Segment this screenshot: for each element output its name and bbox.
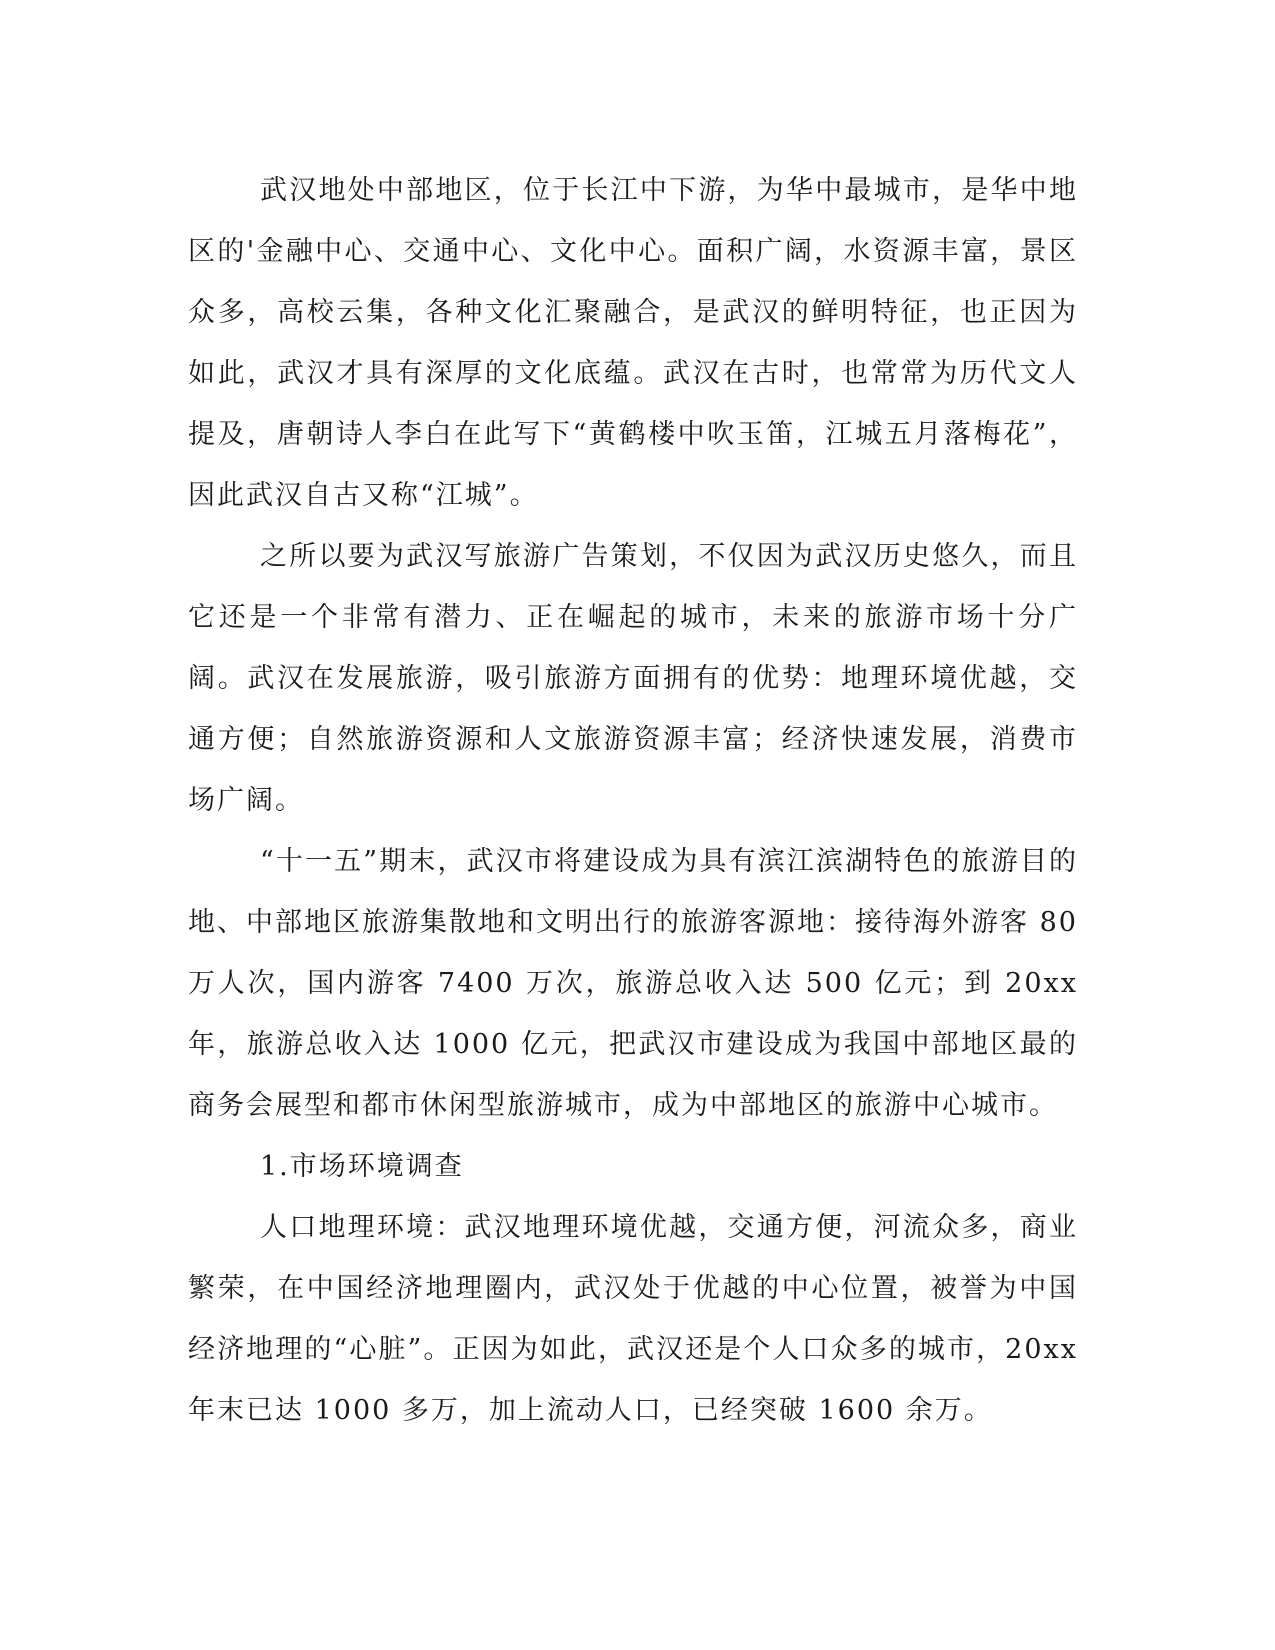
document-body — [188, 160, 1078, 1441]
paragraph-five-year-plan: “十一五”期末，武汉市将建设成为具有滨江滨湖特色的旅游目的地、中部地区旅游集散地和文明出行的旅游客源地：接待海外游客 80 万人次，国内游客 7400 万次，旅游总收入达 500 亿元；到 20xx 年，旅游总收入达 1000 亿元，把武汉市建设成为我国中部地区最的商务会展型和都市休闲型旅游城市，成为中部地区的旅游中心城市。 — [188, 846, 1078, 1121]
paragraph-intro-wuhan: 武汉地处中部地区，位于长江中下游，为华中最城市，是华中地区的'金融中心、交通中心、文化中心。面积广阔，水资源丰富，景区众多，高校云集，各种文化汇聚融合，是武汉的鲜明特征，也正因为如此，武汉才具有深厚的文化底蕴。武汉在古时，也常常为历代文人提及，唐朝诗人李白在此写下“黄鹤楼中吹玉笛，江城五月落梅花”，因此武汉自古又称“江城”。 — [188, 175, 1078, 511]
paragraph-tourism-reason: 之所以要为武汉写旅游广告策划，不仅因为武汉历史悠久，而且它还是一个非常有潜力、正在崛起的城市，未来的旅游市场十分广阔。武汉在发展旅游，吸引旅游方面拥有的优势：地理环境优越，交通方便；自然旅游资源和人文旅游资源丰富；经济快速发展，消费市场广阔。 — [188, 541, 1078, 816]
paragraph-population-geography: 人口地理环境：武汉地理环境优越，交通方便，河流众多，商业繁荣，在中国经济地理圈内，武汉处于优越的中心位置，被誉为中国经济地理的“心脏”。正因为如此，武汉还是个人口众多的城市，20xx 年末已达 1000 多万，加上流动人口，已经突破 1600 余万。 — [188, 1212, 1078, 1426]
section-heading-market-survey: 1.市场环境调查 — [260, 1151, 464, 1182]
